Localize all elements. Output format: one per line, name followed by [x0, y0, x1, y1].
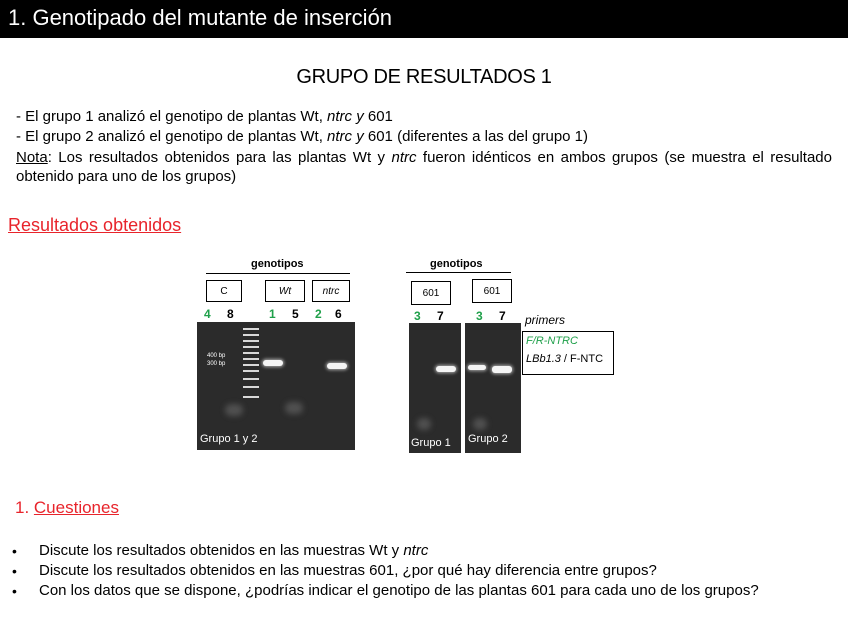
- ladder-band: [243, 334, 259, 336]
- genotype-box-601-g1: 601: [411, 281, 451, 305]
- question-item: Con los datos que se dispone, ¿podrías indicar el genotipo de las plantas 601 para cada uno de los grupos?: [39, 582, 759, 599]
- intro-line-2: - El grupo 2 analizó el genotipo de plantas Wt, ntrc y 601 (diferentes a las del grupo 1): [16, 128, 589, 145]
- gel-image-group1: [409, 323, 461, 453]
- ladder-labels: 400 bp 300 bp: [207, 353, 226, 367]
- primer-ntrc: F/R-NTRC: [526, 335, 578, 347]
- gel-caption-group1: Grupo 1: [411, 437, 451, 449]
- gel-image-left: [197, 322, 355, 450]
- lane-number: 2: [315, 307, 322, 321]
- genotype-box-c: C: [206, 280, 242, 302]
- bullet: •: [12, 563, 17, 579]
- genotype-box-601-g2: 601: [472, 279, 512, 303]
- ladder-band: [243, 396, 259, 398]
- gel-image-group2: [465, 323, 521, 453]
- lane-number: 1: [269, 307, 276, 321]
- ladder-band: [243, 370, 259, 372]
- genotipos-line-left: [206, 273, 350, 274]
- ladder-band: [243, 340, 259, 342]
- ladder-band: [243, 328, 259, 330]
- ladder-band: [243, 386, 259, 388]
- gel-smear: [473, 418, 487, 430]
- ladder-band: [243, 346, 259, 348]
- primer-lbb: LBb1.3 / F-NTC: [526, 353, 604, 365]
- gel-caption-group2: Grupo 2: [468, 433, 508, 445]
- primers-title: primers: [525, 313, 566, 327]
- genotipos-label-left: genotipos: [251, 258, 304, 270]
- intro-note: Nota: Los resultados obtenidos para las plantas Wt y ntrc fueron idénticos en ambos grupos (se muestra el resultado obtenido para uno de los grupos): [16, 149, 832, 185]
- genotype-box-wt: Wt: [265, 280, 305, 302]
- question-item: Discute los resultados obtenidos en las muestras Wt y ntrc: [39, 542, 429, 559]
- gel-caption-left: Grupo 1 y 2: [200, 433, 258, 445]
- intro-line-1: - El grupo 1 analizó el genotipo de plantas Wt, ntrc y 601: [16, 108, 393, 125]
- ladder-band: [243, 352, 259, 354]
- gel-smear: [285, 402, 303, 414]
- gel-band: [468, 365, 486, 370]
- results-heading: Resultados obtenidos: [8, 215, 182, 235]
- genotipos-label-right: genotipos: [430, 258, 483, 270]
- gel-band: [263, 360, 283, 366]
- ladder-band: [243, 364, 259, 366]
- lane-number: 8: [227, 307, 234, 321]
- gel-band: [436, 366, 456, 372]
- genotype-box-ntrc: ntrc: [312, 280, 350, 302]
- ladder-band: [243, 358, 259, 360]
- lane-number: 7: [499, 309, 506, 323]
- gel-smear: [225, 404, 243, 416]
- header-bar: [0, 0, 848, 38]
- genotipos-line-right: [406, 272, 511, 273]
- lane-number: 3: [476, 309, 483, 323]
- ladder-band: [243, 378, 259, 380]
- page-title: 1. Genotipado del mutante de inserción: [8, 5, 393, 30]
- bullet: •: [12, 543, 17, 559]
- lane-number: 7: [437, 309, 444, 323]
- primers-legend: [522, 331, 614, 375]
- gel-smear: [417, 418, 431, 430]
- lane-number: 4: [204, 307, 211, 321]
- questions-heading: 1. Cuestiones: [15, 498, 119, 517]
- lane-number: 6: [335, 307, 342, 321]
- question-item: Discute los resultados obtenidos en las muestras 601, ¿por qué hay diferencia entre grupos?: [39, 562, 657, 579]
- gel-band: [492, 366, 512, 373]
- lane-number: 5: [292, 307, 299, 321]
- lane-number: 3: [414, 309, 421, 323]
- gel-band: [327, 363, 347, 369]
- bullet: •: [12, 583, 17, 599]
- section-title: GRUPO DE RESULTADOS 1: [296, 66, 552, 88]
